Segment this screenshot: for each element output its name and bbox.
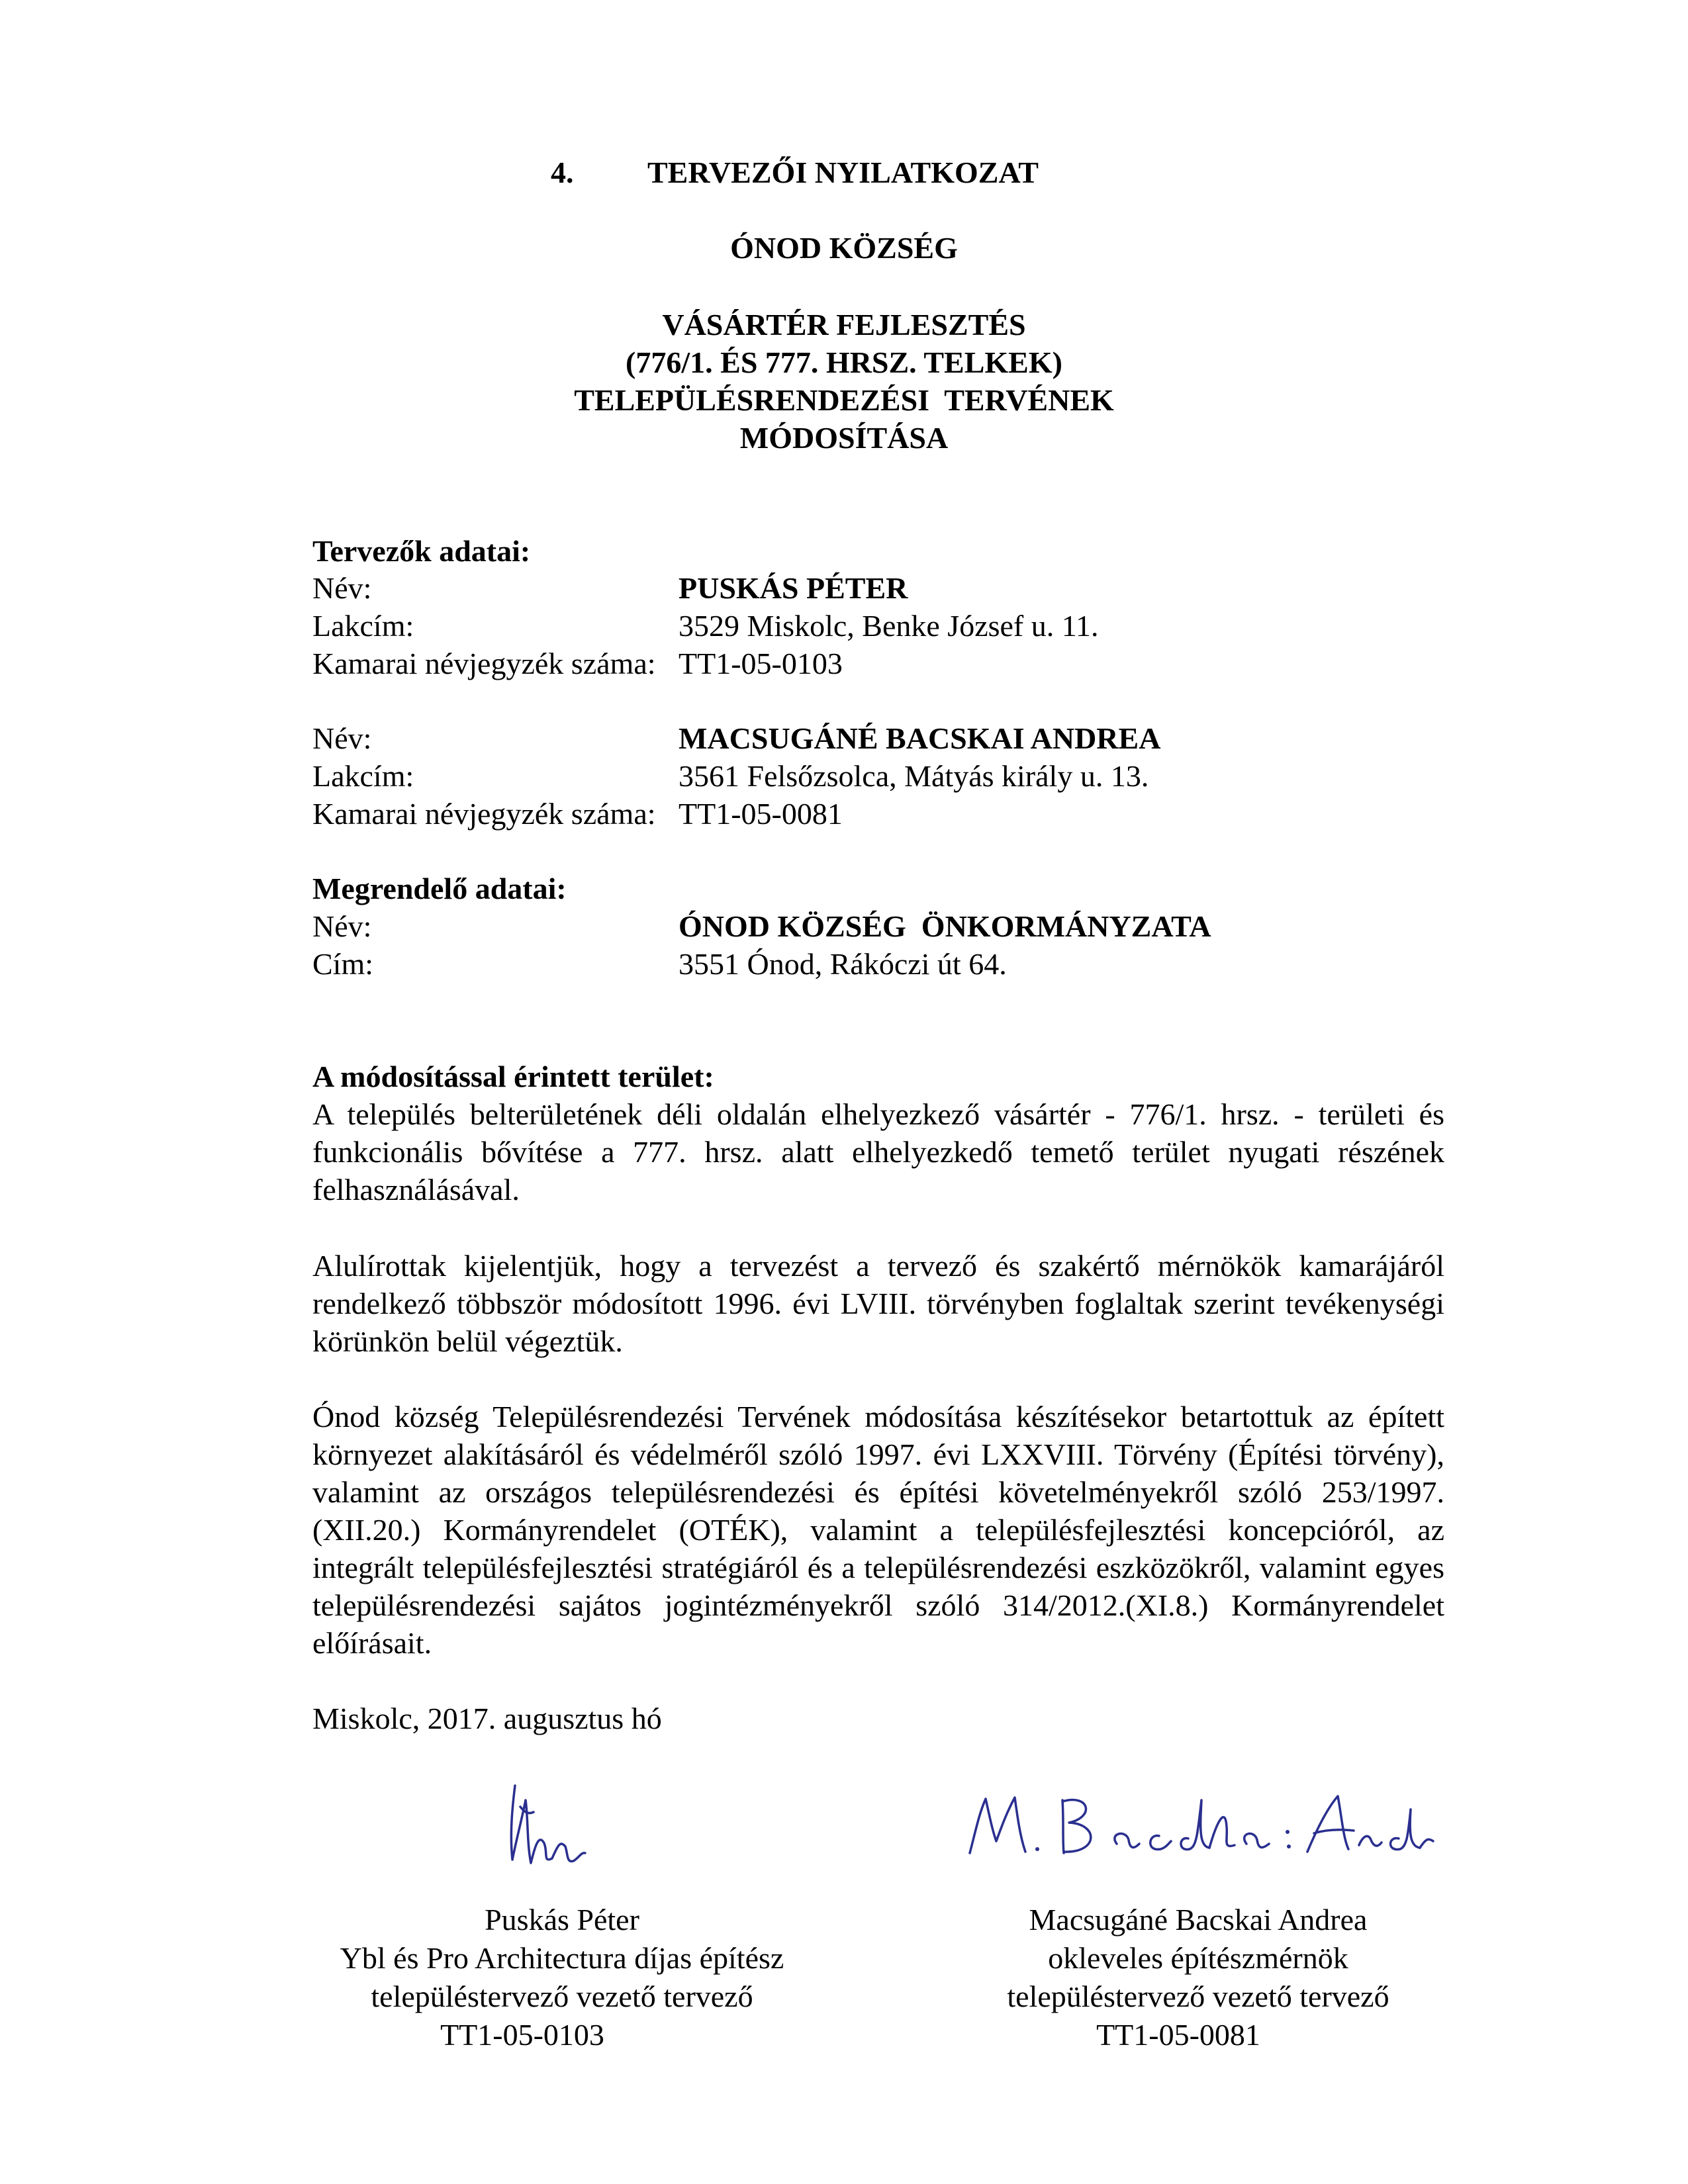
client-address: 3551 Ónod, Rákóczi út 64. xyxy=(679,947,1007,981)
client-name: ÓNOD KÖZSÉG ÖNKORMÁNYZATA xyxy=(679,909,1211,943)
designer-2-name-label: Név: xyxy=(312,721,372,755)
signatory-title: Ybl és Pro Architectura díjas építész xyxy=(340,1941,784,1975)
client-name-label: Név: xyxy=(312,909,372,943)
designer-2-name: MACSUGÁNÉ BACSKAI ANDREA xyxy=(679,721,1161,755)
designer-1-registry-label: Kamarai névjegyzék száma: xyxy=(312,647,656,680)
designer-1-name: PUSKÁS PÉTER xyxy=(679,571,908,605)
signatory-registry: TT1-05-0103 xyxy=(440,2018,604,2052)
designer-2-registry-label: Kamarai névjegyzék száma: xyxy=(312,797,656,831)
section-number: 4. xyxy=(551,156,574,189)
declaration-paragraph-1: Alulírottak kijelentjük, hogy a tervezést a tervező és szakértő mérnökök kamarájáról rendelkező többször módosított 1996. évi LVIII. törvényben foglaltak szerint tevékenységi körünkön belül végeztük. xyxy=(312,1249,1444,1358)
signature-puskas xyxy=(496,1780,616,1880)
project-title-line-4: MÓDOSÍTÁSA xyxy=(739,421,949,455)
signatory-block-puskas xyxy=(297,1901,827,2054)
designer-1-address: 3529 Miskolc, Benke József u. 11. xyxy=(679,609,1099,643)
client-address-label: Cím: xyxy=(312,947,374,981)
signatory-registry: TT1-05-0081 xyxy=(1096,2018,1260,2052)
designer-2-address-label: Lakcím: xyxy=(312,759,414,793)
client-heading: Megrendelő adatai: xyxy=(312,872,567,905)
designer-1-registry: TT1-05-0103 xyxy=(679,647,843,680)
signatory-role: településtervező vezető tervező xyxy=(371,1979,753,2013)
signatory-role: településtervező vezető tervező xyxy=(1007,1979,1389,2013)
signatory-block-bacskai xyxy=(933,1901,1463,2054)
section-title: TERVEZŐI NYILATKOZAT xyxy=(647,156,1039,189)
municipality-title: ÓNOD KÖZSÉG xyxy=(730,231,958,265)
designer-2-registry: TT1-05-0081 xyxy=(679,797,843,831)
designers-heading: Tervezők adatai: xyxy=(312,534,531,568)
signatory-name: Puskás Péter xyxy=(485,1903,639,1936)
designer-1-name-label: Név: xyxy=(312,571,372,605)
signatory-title: okleveles építészmérnök xyxy=(1048,1941,1348,1975)
area-description: A település belterületének déli oldalán elhelyezkező vásártér - 776/1. hrsz. - területi és funkcionális bővítése a 777. hrsz. alatt elhelyezkedő temető terület nyugati részének felhasználásával. xyxy=(312,1097,1444,1206)
designer-2-address: 3561 Felsőzsolca, Mátyás király u. 13. xyxy=(679,759,1149,793)
project-title-line-3: TELEPÜLÉSRENDEZÉSI TERVÉNEK xyxy=(574,383,1114,417)
signature-bacskai xyxy=(963,1780,1440,1866)
signatory-name: Macsugáné Bacskai Andrea xyxy=(1029,1903,1368,1936)
declaration-paragraph-2: Ónod község Településrendezési Tervének módosítása készítésekor betartottuk az épített környezet alakításáról és védelméről szóló 1997. évi LXXVIII. Törvény (Építési törvény), valamint az országos településrendezési és építési követelményekről szóló 253/1997.(XII.20.) Kormányrendelet (OTÉK), valamint a településfejlesztési koncepcióról, az integrált településfejlesztési stratégiáról és a településrendezési eszközökről, valamint egyes településrendezési sajátos jogintézményekről szóló 314/2012.(XI.8.) Kormányrendelet előírásait. xyxy=(312,1400,1444,1660)
designer-1-address-label: Lakcím: xyxy=(312,609,414,643)
project-title-line-2: (776/1. ÉS 777. HRSZ. TELKEK) xyxy=(626,345,1062,379)
area-heading: A módosítással érintett terület: xyxy=(312,1060,714,1093)
place-date: Miskolc, 2017. augusztus hó xyxy=(312,1702,662,1735)
project-title-line-1: VÁSÁRTÉR FEJLESZTÉS xyxy=(662,308,1026,341)
